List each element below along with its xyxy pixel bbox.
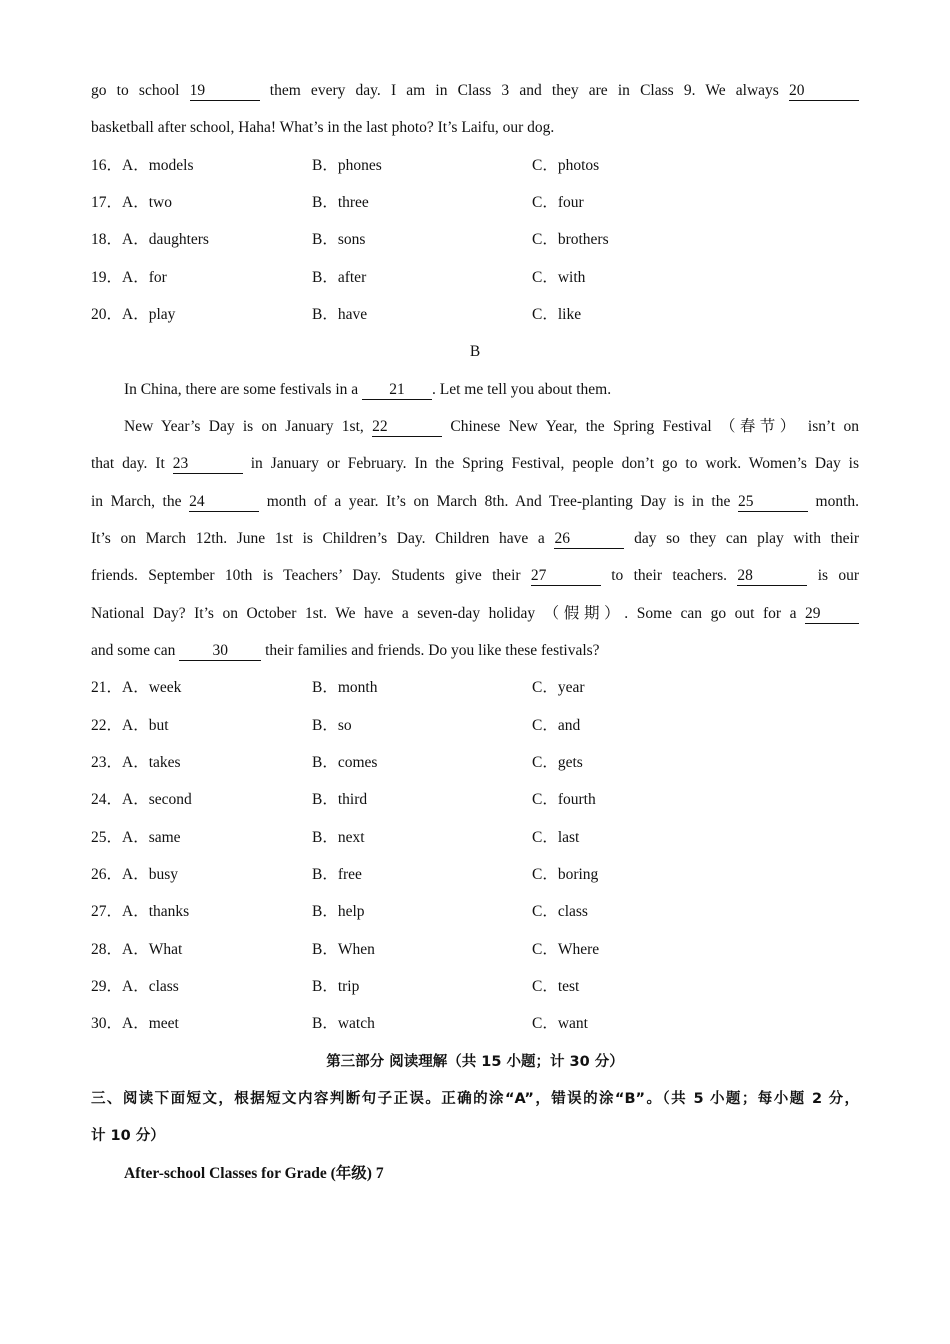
option-a: A．same — [122, 829, 181, 846]
option-b: B．have — [312, 306, 368, 323]
option-c: C．photos — [532, 157, 600, 174]
question-number: 29． — [91, 978, 123, 995]
option-c: C．and — [532, 717, 581, 734]
blank-25: 25 — [738, 493, 808, 512]
question-number: 19． — [91, 269, 123, 286]
question-number: 26． — [91, 866, 123, 883]
part3-heading: 第三部分 阅读理解（共 15 小题；计 30 分） — [326, 1054, 624, 1070]
option-c: C．last — [532, 829, 580, 846]
passage-a-line-2: basketball after school, Haha! What’s in the last photo? It’s Laifu, our dog. — [91, 119, 555, 136]
option-a: A．meet — [122, 1015, 179, 1032]
blank-20: 20 — [789, 82, 859, 101]
question-number: 16． — [91, 157, 123, 174]
option-a: A．thanks — [122, 903, 190, 920]
option-a: A．for — [122, 269, 167, 286]
option-c: C．Where — [532, 941, 600, 958]
passage-b-line-6: friends. September 10th is Teachers’ Day. Students give their 27 to their teachers. 28 is our — [91, 567, 860, 584]
option-b: B．so — [312, 717, 352, 734]
passage-b-line-7: National Day? It’s on October 1st. We have a seven-day holiday （假期）. Some can go out for a 29 — [91, 603, 859, 625]
option-c: C．like — [532, 306, 582, 323]
option-a: A．class — [122, 978, 179, 995]
blank-19: 19 — [190, 82, 260, 101]
option-a: A．but — [122, 717, 169, 734]
passage-b-line-8: and some can 30 their families and friends. Do you like these festivals? — [91, 642, 600, 659]
option-c: C．fourth — [532, 791, 596, 808]
section-b-label: B — [469, 343, 481, 360]
option-c: C．brothers — [532, 231, 609, 248]
option-a: A．play — [122, 306, 176, 323]
option-b: B．after — [312, 269, 367, 286]
option-b: B．phones — [312, 157, 382, 174]
option-c: C．boring — [532, 866, 599, 883]
option-c: C．want — [532, 1015, 588, 1032]
option-a: A．second — [122, 791, 192, 808]
option-b: B．watch — [312, 1015, 375, 1032]
option-a: A．week — [122, 679, 182, 696]
option-b: B．help — [312, 903, 365, 920]
option-b: B．When — [312, 941, 375, 958]
passage-b-line-1: In China, there are some festivals in a 21 . Let me tell you about them. — [124, 381, 612, 398]
section3-instruction-line-1: 三、阅读下面短文，根据短文内容判断句子正误。正确的涂“A”，错误的涂“B”。（共 5 小题；每小题 2 分， — [91, 1091, 859, 1107]
question-number: 25． — [91, 829, 123, 846]
option-b: B．trip — [312, 978, 360, 995]
question-number: 24． — [91, 791, 123, 808]
option-a: A．daughters — [122, 231, 209, 248]
question-number: 18． — [91, 231, 123, 248]
passage-b-line-3: that day. It 23 in January or February. In the Spring Festival, people don’t go to work. Women’s Day is — [91, 455, 859, 472]
option-b: B．third — [312, 791, 368, 808]
option-a: A．What — [122, 941, 183, 958]
question-number: 22． — [91, 717, 123, 734]
passage-title: After-school Classes for Grade (年级) 7 — [124, 1165, 384, 1182]
option-c: C．four — [532, 194, 584, 211]
option-b: B．free — [312, 866, 362, 883]
question-number: 20． — [91, 306, 123, 323]
question-number: 30． — [91, 1015, 123, 1032]
blank-23: 23 — [173, 455, 243, 474]
question-number: 27． — [91, 903, 123, 920]
option-a: A．takes — [122, 754, 181, 771]
question-number: 21． — [91, 679, 123, 696]
option-a: A．models — [122, 157, 194, 174]
blank-21: 21 — [362, 381, 432, 400]
question-number: 28． — [91, 941, 123, 958]
passage-b-line-2: New Year’s Day is on January 1st, 22 Chinese New Year, the Spring Festival （春节） isn’t on — [124, 418, 860, 435]
blank-30: 30 — [179, 642, 261, 661]
option-a: A．busy — [122, 866, 178, 883]
blank-27: 27 — [531, 567, 601, 586]
passage-b-line-4: in March, the 24 month of a year. It’s on March 8th. And Tree-planting Day is in the 25 month. — [91, 493, 860, 510]
option-c: C．class — [532, 903, 588, 920]
passage-b-line-5: It’s on March 12th. June 1st is Children’s Day. Children have a 26 day so they can play with their — [91, 530, 860, 547]
option-b: B．comes — [312, 754, 378, 771]
question-number: 23． — [91, 754, 123, 771]
option-c: C．test — [532, 978, 580, 995]
question-number: 17． — [91, 194, 123, 211]
blank-24: 24 — [189, 493, 259, 512]
option-b: B．three — [312, 194, 369, 211]
option-b: B．month — [312, 679, 378, 696]
blank-29: 29 — [805, 605, 859, 624]
blank-28: 28 — [737, 567, 807, 586]
option-c: C．with — [532, 269, 586, 286]
option-b: B．next — [312, 829, 365, 846]
section3-instruction-line-2: 计 10 分） — [91, 1128, 165, 1144]
blank-26: 26 — [554, 530, 624, 549]
option-b: B．sons — [312, 231, 366, 248]
passage-a-line-1: go to school 19 them every day. I am in Class 3 and they are in Class 9. We always 20 — [91, 80, 859, 102]
blank-22: 22 — [372, 418, 442, 437]
option-c: C．year — [532, 679, 585, 696]
option-a: A．two — [122, 194, 172, 211]
option-c: C．gets — [532, 754, 583, 771]
